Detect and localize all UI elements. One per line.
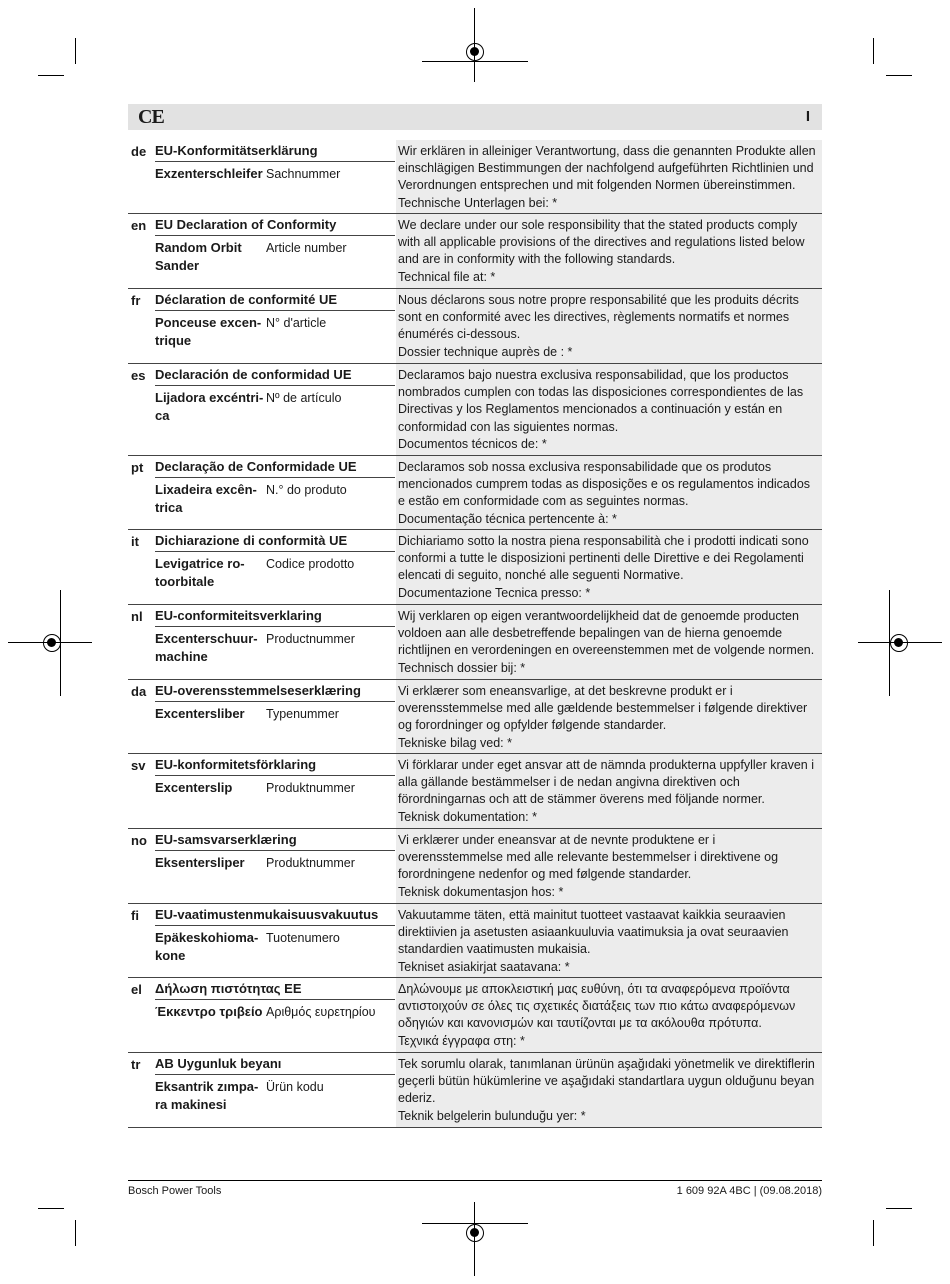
product-name: Exzenterschleifer bbox=[155, 166, 263, 181]
product-name: Random Orbit Sander bbox=[155, 240, 242, 273]
declaration-row-no bbox=[128, 829, 822, 904]
article-number-label: Ürün kodu bbox=[266, 1080, 324, 1094]
header-bar bbox=[128, 104, 822, 130]
language-code: tr bbox=[131, 1057, 141, 1072]
declaration-heading-block bbox=[155, 978, 395, 1019]
language-code: de bbox=[131, 144, 147, 159]
declaration-text-block bbox=[396, 605, 822, 679]
declaration-heading-block bbox=[155, 530, 395, 589]
article-number-label: Produktnummer bbox=[266, 781, 355, 795]
declaration-text-block bbox=[396, 1053, 822, 1127]
declaration-title: AB Uygunluk beyanı bbox=[155, 1053, 395, 1075]
declaration-row-tr bbox=[128, 1053, 822, 1128]
language-code: es bbox=[131, 368, 146, 383]
technical-file-line: Documentazione Tecnica presso: * bbox=[398, 585, 591, 600]
technical-file-line: Teknik belgelerin bulunduğu yer: * bbox=[398, 1108, 586, 1123]
technical-file-line: Dossier technique auprès de : * bbox=[398, 344, 573, 359]
technical-file-line: Technische Unterlagen bei: * bbox=[398, 195, 558, 210]
technical-file-line: Technical file at: * bbox=[398, 269, 496, 284]
declaration-text: Declaramos sob nossa exclusiva responsabilidade que os produtos mencionados cumprem todas as disposições e os regulamentos indicados e estão em conformidade com as seguintes normas. bbox=[398, 460, 811, 509]
declaration-text-block bbox=[396, 140, 822, 213]
declaration-text: Dichiariamo sotto la nostra piena responsabilità che i prodotti indicati sono conformi a tutte le disposizioni pertinenti delle Direttive e dei Regolamenti elencati di seguito, nonché alle seguenti Normative. bbox=[398, 534, 809, 583]
declaration-title: Déclaration de conformité UE bbox=[155, 289, 395, 311]
language-code: it bbox=[131, 534, 139, 549]
article-number-label: Nº de artículo bbox=[266, 391, 342, 405]
declaration-text-block bbox=[396, 829, 822, 903]
declaration-heading-block bbox=[155, 680, 395, 721]
registration-target-icon bbox=[43, 634, 61, 652]
declaration-text-block bbox=[396, 364, 822, 455]
product-name: Eksantrik zımpa-ra makinesi bbox=[155, 1079, 259, 1112]
declaration-text-block bbox=[396, 978, 822, 1052]
declaration-title: EU-konformitetsförklaring bbox=[155, 754, 395, 776]
declarations-table bbox=[128, 140, 822, 1128]
declaration-text: Nous déclarons sous notre propre responsabilité que les produits décrits sont en conformité avec les directives, règlements normatifs et normes énumérés ci-dessous. bbox=[398, 293, 799, 342]
declaration-title: EU-overensstemmelseserklæring bbox=[155, 680, 395, 702]
declaration-title: Dichiarazione di conformità UE bbox=[155, 530, 395, 552]
declaration-text: Tek sorumlu olarak, tanımlanan ürünün aşağıdaki yönetmelik ve direktiflerin geçerli bütün hükümlerine ve aşağıdaki standartlara uygun olduğunu beyan ederiz. bbox=[398, 1057, 815, 1106]
declaration-title: EU-Konformitätserklärung bbox=[155, 140, 395, 162]
declaration-row-en bbox=[128, 214, 822, 289]
crop-mark bbox=[886, 1208, 912, 1209]
technical-file-line: Documentos técnicos de: * bbox=[398, 436, 547, 451]
language-code: pt bbox=[131, 460, 144, 475]
article-number-label: Productnummer bbox=[266, 632, 355, 646]
declaration-text-block bbox=[396, 289, 822, 363]
article-number-label: Αριθμός ευρετηρίου bbox=[266, 1005, 376, 1019]
language-code: nl bbox=[131, 609, 143, 624]
declaration-title: Δήλωση πιστότητας ΕΕ bbox=[155, 978, 395, 1000]
declaration-text-block bbox=[396, 754, 822, 828]
product-name: Excenterslip bbox=[155, 780, 233, 795]
crop-mark bbox=[873, 38, 874, 64]
declaration-row-de bbox=[128, 140, 822, 214]
language-code: fr bbox=[131, 293, 141, 308]
declaration-row-da bbox=[128, 680, 822, 754]
crop-mark bbox=[38, 1208, 64, 1209]
declaration-row-el bbox=[128, 978, 822, 1053]
article-number-label: N° d'article bbox=[266, 316, 327, 330]
page-footer bbox=[128, 1180, 822, 1197]
publisher-name: Bosch Power Tools bbox=[128, 1185, 222, 1197]
article-number-label: Article number bbox=[266, 241, 347, 255]
declaration-text-block bbox=[396, 456, 822, 529]
declaration-text: Wij verklaren op eigen verantwoordelijkheid dat de genoemde producten voldoen aan alle desbetreffende bepalingen van de hierna genoemde richtlijnen en verordeningen en overeenstemmen met de volgende normen. bbox=[398, 609, 815, 658]
declaration-text-block bbox=[396, 214, 822, 288]
article-number-label: Sachnummer bbox=[266, 167, 341, 181]
declaration-heading-block bbox=[155, 1053, 395, 1112]
declaration-text: Δηλώνουμε με αποκλειστική μας ευθύνη, ότι τα αναφερόμενα προϊόντα αντιστοιχούν σε όλες τις σχετικές διατάξεις των πιο κάτω αναφερόμενων οδηγιών και κανονισμών και ταυτίζονται με τα ακόλουθα πρότυπα. bbox=[398, 982, 796, 1031]
declaration-text: Vakuutamme täten, että mainitut tuotteet vastaavat kaikkia seuraavien direktiivien ja asetusten asiaankuuluvia vaatimuksia ja ovat seuraavien standardien vaatimusten mukaisia. bbox=[398, 908, 789, 957]
declaration-text: Vi erklærer under eneansvar at de nevnte produktene er i overensstemmelse med alle relevante bestemmelser i direktivene og forordningene nedenfor og med følgende standarder. bbox=[398, 833, 779, 882]
technical-file-line: Technisch dossier bij: * bbox=[398, 660, 526, 675]
declaration-row-fi bbox=[128, 904, 822, 978]
declaration-title: EU-vaatimustenmukaisuusvakuutus bbox=[155, 904, 395, 926]
document-code: 1 609 92A 4BC | (09.08.2018) bbox=[676, 1185, 822, 1197]
declaration-heading-block bbox=[155, 140, 395, 181]
declaration-text: Declaramos bajo nuestra exclusiva responsabilidad, que los productos nombrados cumplen con todas las disposiciones correspondientes de las Directivas y los Reglamentos mencionados a continuación y están en conformidad con las siguientes normas. bbox=[398, 368, 804, 434]
declaration-heading-block bbox=[155, 214, 395, 273]
crop-mark bbox=[873, 1220, 874, 1246]
product-name: Epäkeskohioma-kone bbox=[155, 930, 259, 963]
product-name: Ponceuse excen-trique bbox=[155, 315, 262, 348]
page-number: I bbox=[805, 108, 810, 125]
declaration-text-block bbox=[396, 904, 822, 977]
declaration-title: EU Declaration of Conformity bbox=[155, 214, 395, 236]
registration-target-icon bbox=[466, 43, 484, 61]
technical-file-line: Tekniske bilag ved: * bbox=[398, 735, 512, 750]
language-code: el bbox=[131, 982, 142, 997]
product-name: Excenterschuur-machine bbox=[155, 631, 258, 664]
language-code: da bbox=[131, 684, 147, 699]
declaration-row-fr bbox=[128, 289, 822, 364]
declaration-title: Declaração de Conformidade UE bbox=[155, 456, 395, 478]
technical-file-line: Tekniset asiakirjat saatavana: * bbox=[398, 959, 570, 974]
declaration-heading-block bbox=[155, 456, 395, 515]
declaration-heading-block bbox=[155, 605, 395, 664]
product-name: Έκκεντρο τριβείο bbox=[155, 1004, 263, 1019]
declaration-row-nl bbox=[128, 605, 822, 680]
registration-line bbox=[422, 61, 528, 62]
product-name: Eksentersliper bbox=[155, 855, 245, 870]
declaration-text-block bbox=[396, 680, 822, 753]
article-number-label: Produktnummer bbox=[266, 856, 355, 870]
product-name: Excentersliber bbox=[155, 706, 245, 721]
product-name: Lijadora excéntri-ca bbox=[155, 390, 264, 423]
crop-mark bbox=[75, 38, 76, 64]
crop-mark bbox=[886, 75, 912, 76]
language-code: en bbox=[131, 218, 147, 233]
declaration-heading-block bbox=[155, 289, 395, 348]
article-number-label: Codice prodotto bbox=[266, 557, 355, 571]
language-code: fi bbox=[131, 908, 139, 923]
technical-file-line: Τεχνικά έγγραφα στη: * bbox=[398, 1033, 525, 1048]
declaration-title: EU-conformiteitsverklaring bbox=[155, 605, 395, 627]
declaration-row-sv bbox=[128, 754, 822, 829]
language-code: no bbox=[131, 833, 147, 848]
technical-file-line: Teknisk dokumentation: * bbox=[398, 809, 537, 824]
technical-file-line: Teknisk dokumentasjon hos: * bbox=[398, 884, 564, 899]
declaration-heading-block bbox=[155, 829, 395, 870]
registration-target-icon bbox=[466, 1224, 484, 1242]
declaration-text: Vi förklarar under eget ansvar att de nämnda produkterna uppfyller kraven i alla gällande bestämmelser i de nedan angivna direktiven och förordningarnas och att de stämmer överens med följande normer. bbox=[398, 758, 814, 807]
declaration-text: We declare under our sole responsibility that the stated products comply with all applicable provisions of the directives and regulations listed below and are in conformity with the following standards. bbox=[398, 218, 805, 267]
crop-mark bbox=[75, 1220, 76, 1246]
declaration-heading-block bbox=[155, 364, 395, 423]
registration-target-icon bbox=[890, 634, 908, 652]
crop-mark bbox=[38, 75, 64, 76]
declaration-text: Vi erklærer som eneansvarlige, at det beskrevne produkt er i overensstemmelse med alle gældende bestemmelser i følgende direktiver og forordninger og opfylder følgende standarder. bbox=[398, 684, 808, 733]
declaration-text-block bbox=[396, 530, 822, 604]
declaration-title: Declaración de conformidad UE bbox=[155, 364, 395, 386]
product-name: Levigatrice ro-toorbitale bbox=[155, 556, 245, 589]
declaration-text: Wir erklären in alleiniger Verantwortung, dass die genannten Produkte allen einschlägigen Bestimmungen der nachfolgend aufgeführten Richtlinien und Verordnungen entsprechen und mit folgenden Normen übereinstimmen. bbox=[398, 144, 816, 193]
article-number-label: N.° do produto bbox=[266, 483, 347, 497]
technical-file-line: Documentação técnica pertencente à: * bbox=[398, 511, 617, 526]
declaration-heading-block bbox=[155, 904, 395, 963]
article-number-label: Typenummer bbox=[266, 707, 339, 721]
declaration-row-es bbox=[128, 364, 822, 456]
language-code: sv bbox=[131, 758, 146, 773]
declaration-row-pt bbox=[128, 456, 822, 530]
product-name: Lixadeira excên-trica bbox=[155, 482, 257, 515]
declaration-row-it bbox=[128, 530, 822, 605]
declaration-title: EU-samsvarserklæring bbox=[155, 829, 395, 851]
declaration-heading-block bbox=[155, 754, 395, 795]
ce-mark-logo: CE bbox=[138, 106, 164, 128]
article-number-label: Tuotenumero bbox=[266, 931, 340, 945]
